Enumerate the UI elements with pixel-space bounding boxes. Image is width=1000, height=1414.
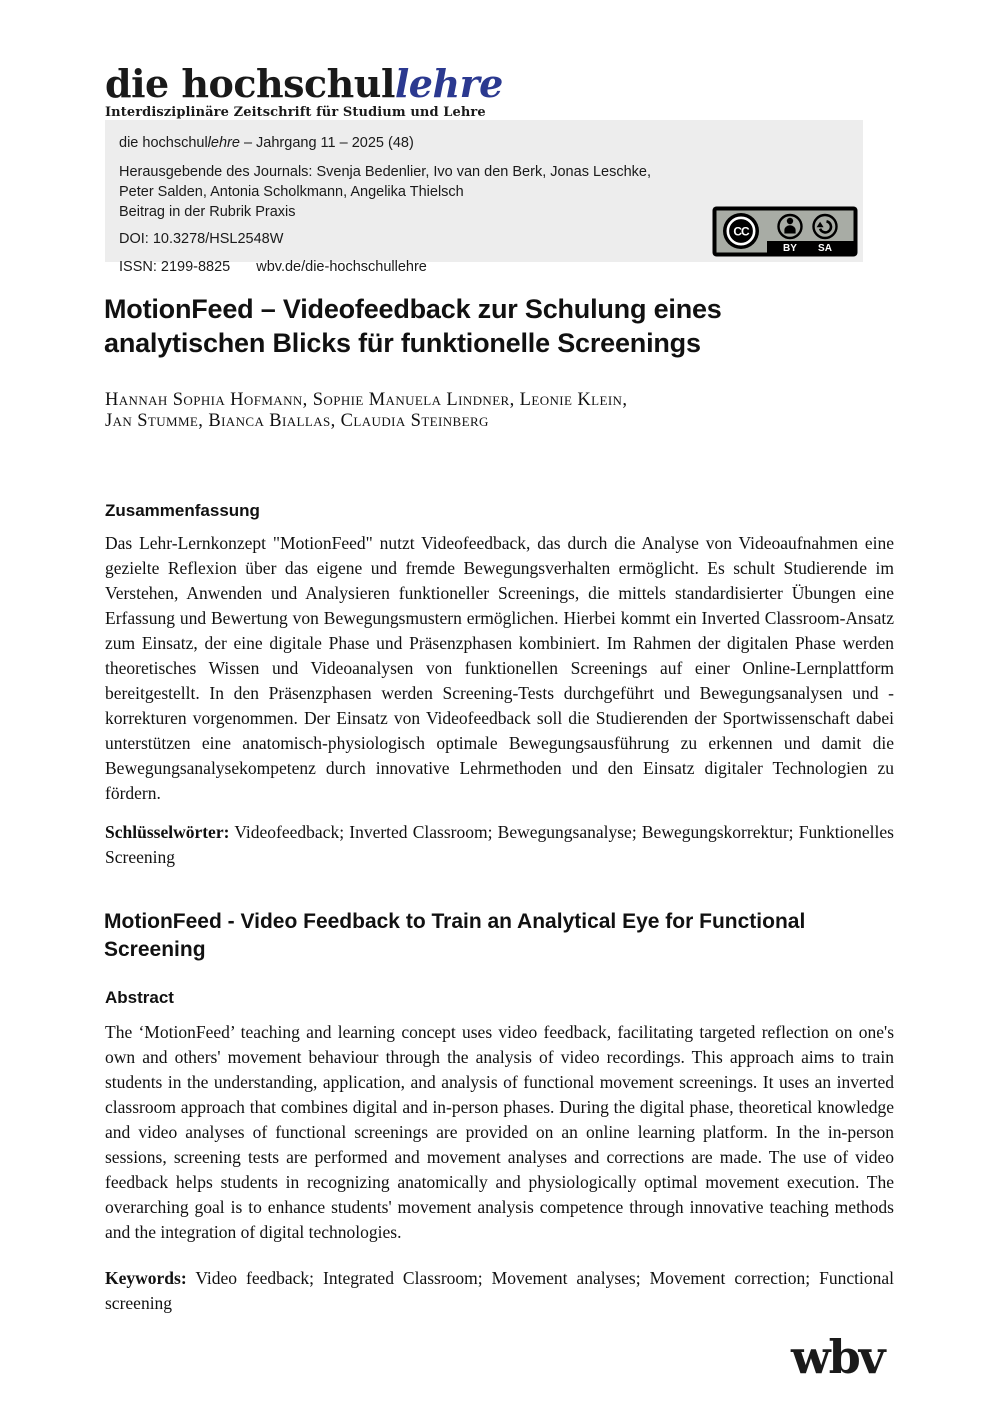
issn-value: ISSN: 2199-8825: [119, 259, 231, 275]
heading-zusammenfassung: Zusammenfassung: [105, 501, 260, 520]
by-label: BY: [783, 242, 797, 254]
svg-text:CC: CC: [733, 224, 749, 239]
cc-by-sa-license-badge[interactable]: [712, 206, 858, 257]
journal-logo-blue: lehre: [394, 61, 503, 106]
heading-abstract: Abstract: [105, 988, 174, 1007]
article-title-en: MotionFeed - Video Feedback to Train an Analytical Eye for Functional Screening: [104, 910, 806, 961]
editors-line-2: Peter Salden, Antonia Scholkmann, Angelika Thielsch: [119, 184, 464, 200]
editors-line-1: Herausgebende des Journals: Svenja Bedenlier, Ivo van den Berk, Jonas Leschke,: [119, 164, 652, 180]
abstract-de: Das Lehr-Lernkonzept "MotionFeed" nutzt Videofeedback, das durch die Analyse von Videoaufnahmen eine gezielte Reflexion über das eigene und fremde Bewegungsverhalten ermöglicht. Es schult Studierende im Verstehen, Anwenden und Analysieren funktioneller Screenings, die mittels standardisierter Übungen eine Erfassung und Bewertung von Bewegungsmustern ermöglichen. Hierbei kommt ein Inverted Classroom-Ansatz zum Einsatz, der eine digitale Phase und Präsenzphasen kombiniert. Im Rahmen der digitalen Phase werden theoretisches Wissen und Videoanalysen von funktionellen Screenings auf einer Online-Lernplattform bereitgestellt. In den Präsenzphasen werden Screening-Tests durchgeführt und Bewegungsanalysen und -korrekturen vorgenommen. Der Einsatz von Videofeedback soll die Studierenden der Sportwissenschaft dabei unterstützen eine anatomisch-physiologisch optimale Bewegungsausführung zu erkennen und damit die Bewegungsanalysekompetenz durch innovative Lehrmethoden und den Einsatz digitaler Technologien zu fördern.: [105, 533, 894, 803]
keywords-de-text: Videofeedback; Inverted Classroom; Bewegungsanalyse; Bewegungskorrektur; Funktionelles Screening: [105, 822, 894, 867]
authors-line-1: Hannah Sophia Hofmann, Sophie Manuela Lindner, Leonie Klein,: [105, 390, 628, 410]
journal-issue-line: die hochschullehre – Jahrgang 11 – 2025 (48): [119, 135, 414, 151]
journal-masthead: [105, 61, 503, 120]
authors-line-2: Jan Stumme, Bianca Biallas, Claudia Steinberg: [105, 411, 489, 431]
author-list: [105, 390, 865, 432]
journal-website-link[interactable]: wbv.de/die-hochschullehre: [256, 259, 427, 275]
issn-line: [119, 257, 743, 277]
rubric-line: Beitrag in der Rubrik Praxis: [119, 204, 296, 220]
abstract-en: The ‘MotionFeed’ teaching and learning concept uses video feedback, facilitating targeted reflection on one's own and others' movement behaviour through the analysis of video recordings. This approach aims to train students in the understanding, application, and analysis of functional movement screenings. It uses an inverted classroom approach that combines digital and in-person phases. During the digital phase, theoretical knowledge and video analyses of functional screenings are provided on an online learning platform. In the in-person sessions, screening tests are performed and movement analyses and corrections are made. The use of video feedback helps students in recognizing anatomically and physiologically optimal movement execution. The overarching goal is to enhance students' movement analysis competence through innovative teaching methods and the integration of digital technologies.: [105, 1022, 894, 1242]
article-title-de: MotionFeed – Videofeedback zur Schulung eines analytischen Blicks für funktionelle Screenings: [104, 294, 722, 358]
keywords-de: [105, 820, 894, 870]
keywords-en-label: Keywords:: [105, 1268, 187, 1288]
keywords-en: [105, 1266, 894, 1316]
cc-by-sa-icon: [712, 206, 858, 257]
journal-tagline: Interdisziplinäre Zeitschrift für Studium und Lehre: [105, 104, 486, 120]
cc-icon: [723, 213, 759, 249]
journal-logo: [105, 61, 503, 106]
doi-line: DOI: 10.3278/HSL2548W: [119, 231, 284, 247]
journal-logo-black: die hochschul: [105, 61, 395, 106]
wbv-publisher-logo: wbv: [791, 1330, 884, 1384]
keywords-de-label: Schlüsselwörter:: [105, 822, 230, 842]
keywords-en-text: Video feedback; Integrated Classroom; Movement analyses; Movement correction; Functional screening: [105, 1268, 894, 1313]
sa-label: SA: [818, 242, 832, 254]
